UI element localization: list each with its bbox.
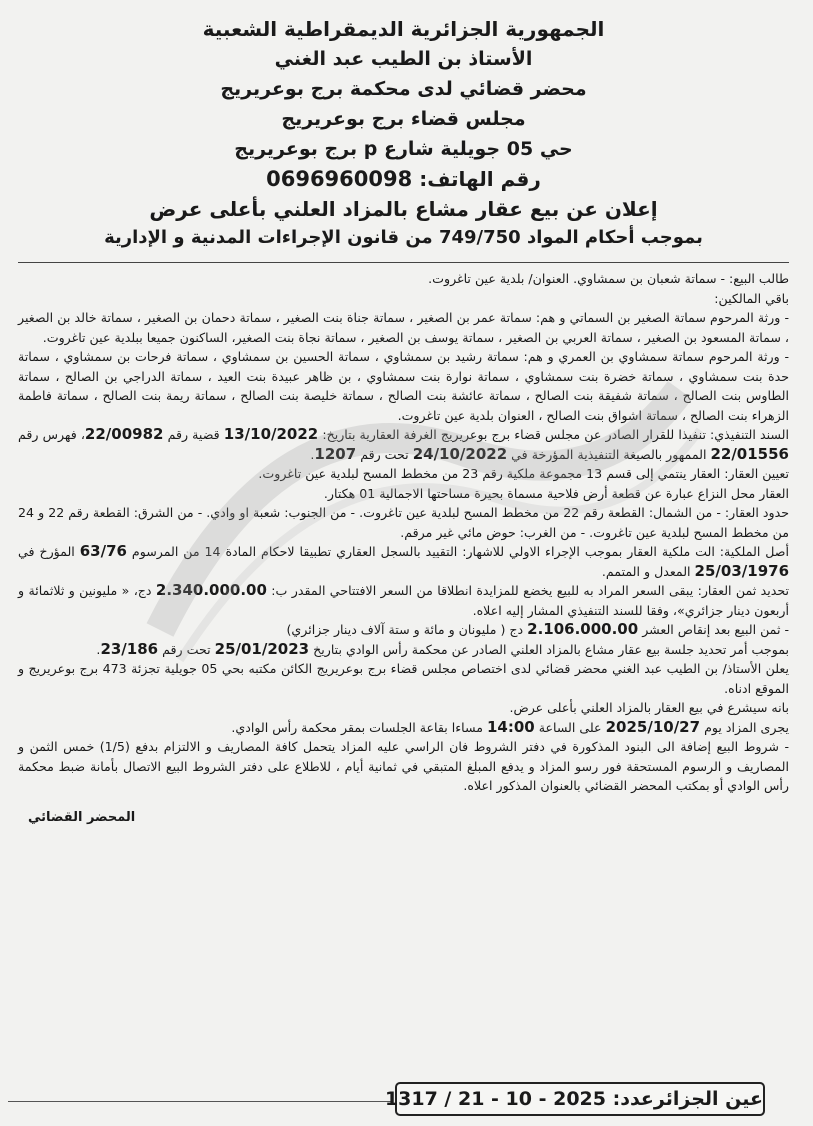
bailiff-title: محضر قضائي لدى محكمة برج بوعريريج — [220, 78, 587, 100]
publication-ref-box — [384, 1082, 765, 1116]
publication-label: عين الجزائرعدد: — [612, 1088, 763, 1110]
phone-line — [18, 164, 789, 194]
publication-ref: 1317 / 21 - 10 - 2025 — [384, 1088, 606, 1110]
heirs-group-2: - ورثة المرحوم سماتة سمشاوي بن العمري و هم: سماتة رشيد بن سمشاوي ، سماتة الحسين بن سمشاوي ، سماتة فرحات بن سمشاوي ، سماتة حدة بنت سمشاوي ، سماتة خضرة بنت سمشاوي ، سماتة نوارة بنت سمشاوي ، بن ظاهر عبيدة بنت العيد ، سماتة الدراجي بن الصالح ، سماتة الطاوس بنت الصالح ، سماتة شفيقة بنت الصالح ، سماتة عائشة بنت الصالح ، سماتة خليصة بنت الصالح ، سماتة ريمة بنت الصالح ، سماتة فاطمة الزهراء بنت الصالح ، سماتة اشواق بنت الصالح ، العنوان بلدية عين تاغروت. — [18, 349, 789, 423]
sale-requester: طالب البيع: - سماتة شعبان بن سمشاوي. العنوان/ بلدية عين تاغروت. — [428, 271, 789, 286]
office-address: حي 05 جويلية شارع p برج بوعريريج — [234, 138, 573, 160]
auction-date: يجرى المزاد يوم 2025/10/27 على الساعة 14:00 مساءا بقاعة الجلسات بمقر محكمة رأس الوادي. — [231, 717, 789, 736]
reduced-price: - ثمن البيع بعد إنقاص العشر 2.106.000.00 دج ( مليونان و مائة و ستة آلاف دينار جزائري) — [286, 620, 789, 638]
heirs-group-1: - ورثة المرحوم سماتة الصغير بن السماتي و هم: سماتة عمر بن الصغير ، سماتة جناة بنت الصغير ، سماتة دحمان بن الصغير ، سماتة خالد بن الصغير ، سماتة المسعود بن الصغير ، سماتة العربي بن الصغير ، سماتة يوسف بن الصغير ، سماتة نجاة بنت الصغير، الساكنون جميعا ببلدية عين تاغروت. — [18, 310, 789, 345]
notice-body — [18, 269, 789, 796]
property-description: العقار محل النزاع عبارة عن قطعة أرض فلاحية مسماة بحيرة مساحتها الاجمالية 01 هكتار. — [323, 485, 789, 501]
executive-title: السند التنفيذي: تنفيذا للقرار الصادر عن مجلس قضاء برج بوعريريج الغرفة العقارية بتاريخ: 13/10/2022 قضية رقم 22/00982، فهرس رقم 22/01556 الممهور بالصيغة التنفيذية المؤرخة في 24/10/2022 تحت رقم 1207. — [18, 425, 789, 463]
bailiff-announcement: يعلن الأستاذ/ بن الطيب عبد الغني محضر قضائي لدى اختصاص مجلس قضاء برج بوعريريج الكائن مكتبه بحي 05 جويلية تجزئة 473 برج بوعريريج و الموقع ادناه. — [18, 661, 789, 696]
other-owners-label: باقي المالكين: — [714, 290, 789, 306]
council-name: مجلس قضاء برج بوعريريج — [281, 108, 526, 130]
session-order: بموجب أمر تحديد جلسة بيع عقار مشاع بالمزاد العلني الصادر عن محكمة رأس الوادي بتاريخ 25/01/2023 تحت رقم 23/186. — [96, 639, 789, 658]
publication-footer — [0, 1081, 813, 1121]
bailiff-signature: المحضر القضائي — [28, 809, 136, 825]
ownership-origin: أصل الملكية: الت ملكية العقار بموجب الإجراء الاولي للاشهار: التقييد بالسجل العقاري تطبيقا لاحكام المادة 14 من المرسوم 63/76 المؤرخ في 25/03/1976 المعدل و المتمم. — [18, 542, 789, 580]
phone-number: 0696960098 — [266, 167, 413, 191]
notice-header — [18, 14, 789, 252]
legal-basis: بموجب أحكام المواد 749/750 من قانون الإجراءات المدنية و الإدارية — [104, 227, 703, 248]
footer-line — [8, 1101, 393, 1102]
announcement-title: إعلان عن بيع عقار مشاع بالمزاد العلني بأعلى عرض — [149, 197, 658, 221]
header-divider — [18, 262, 789, 263]
lawyer-name: الأستاذ بن الطيب عبد الغني — [274, 48, 533, 70]
sale-start: بانه سيشرع في بيع العقار بالمزاد العلني بأعلى عرض. — [509, 700, 789, 715]
property-boundaries: حدود العقار: - من الشمال: القطعة رقم 22 من مخطط المسح لبلدية عين تاغروت. - من الجنوب: شعبة او وادي. - من الشرق: القطعة رقم 22 و 24 من مخطط المسح لبلدية عين تاغروت. - من الغرب: حوض مائي غير مرقم. — [18, 505, 789, 540]
republic-title: الجمهورية الجزائرية الديمقراطية الشعبية — [202, 17, 605, 41]
sale-conditions: - شروط البيع إضافة الى البنود المذكورة في دفتر الشروط فان الراسي عليه المزاد يتحمل كافة المصاريف و الالتزام بدفع (1/5) خمس الثمن و المصاريف و الرسوم المستحقة فور رسو المزاد و يدفع المبلغ المتبقي في ثمانية أيام ، للاطلاع على دفتر الشروط البيع الاتصال بأمانة ضبط محكمة رأس الوادي أو بمكتب المحضر القضائي بالعنوان المذكور اعلاه. — [18, 739, 789, 793]
property-designation: تعيين العقار: العقار ينتمي إلى قسم 13 مجموعة ملكية رقم 23 من مخطط المسح لبلدية عين تاغروت. — [258, 466, 789, 481]
opening-price: تحديد ثمن العقار: يبقى السعر المراد به للبيع يخضع للمزايدة انطلاقا من السعر الافتتاحي المقدر ب: 2.340.000.00 دج، « مليونين و ثلاثمائة و أربعون دينار جزائري»، وفقا للسند التنفيذي المشار إليه اعلاه. — [18, 581, 789, 618]
phone-label: رقم الهاتف: — [419, 167, 541, 191]
